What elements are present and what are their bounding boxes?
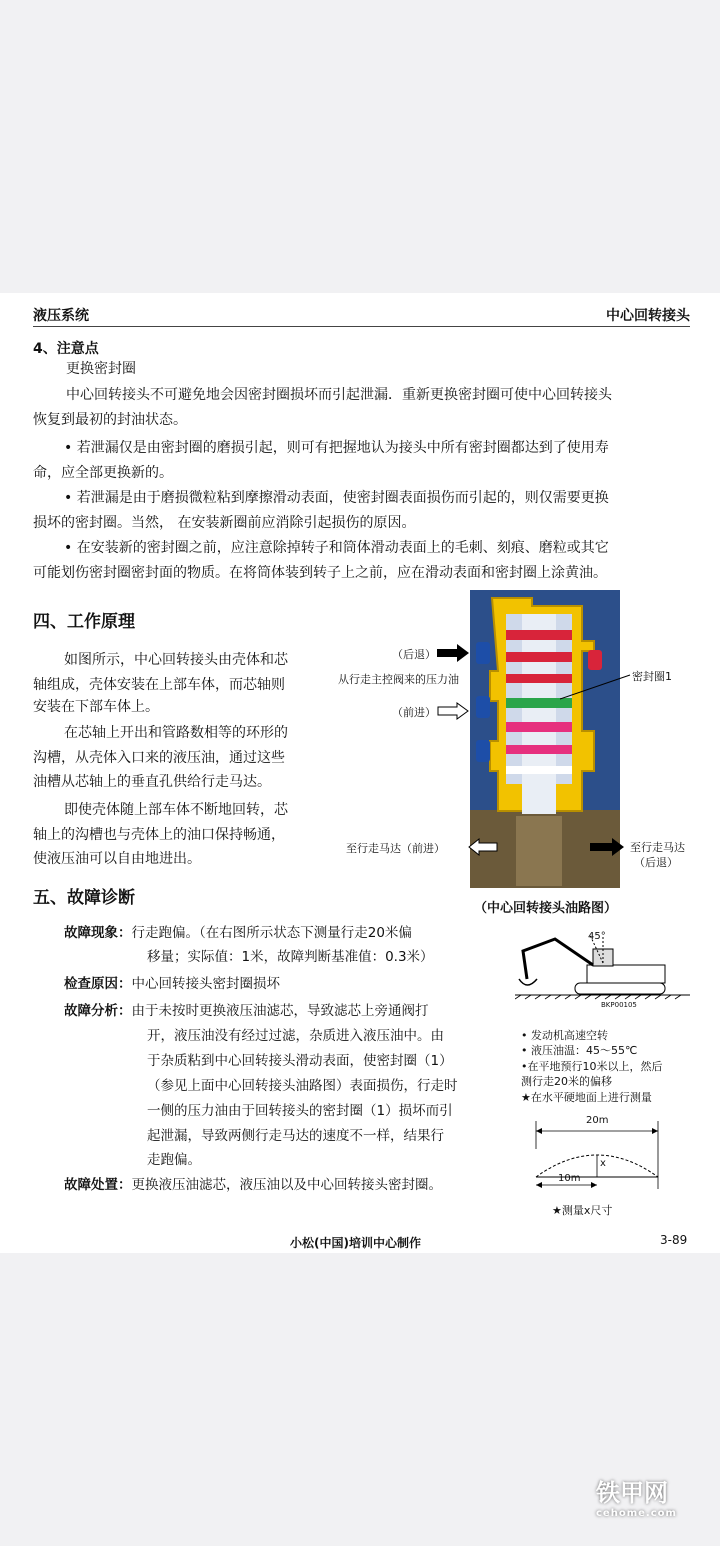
footer-center: 小松(中国)培训中心制作 [290, 1236, 421, 1250]
label-to-motor-back-2: （后退） [634, 856, 678, 869]
section4-line: 恢复到最初的封油状态。 [33, 412, 187, 428]
analysis-line: 一侧的压力油由于回转接头的密封圈（1）损坏而引 [147, 1103, 453, 1119]
section4-line: 命，应全部更换新的。 [33, 465, 173, 481]
page-number: 3-89 [660, 1233, 688, 1247]
analysis-line: 于杂质粘到中心回转接头滑动表面，使密封圈（1） [147, 1053, 453, 1069]
analysis-label: 故障分析： [64, 1003, 132, 1019]
analysis-line: 起泄漏，导致两侧行走马达的速度不一样，结果行 [147, 1128, 444, 1144]
symptom-text: 行走跑偏。（在右图所示状态下测量行走20米偏 [131, 925, 412, 941]
analysis-text: 由于未按时更换液压油滤芯，导致滤芯上旁通阀打 [131, 1003, 429, 1019]
note-item: 测行走20米的偏移 [521, 1075, 612, 1088]
label-seal-1: 密封圈1 [632, 670, 672, 683]
watermark-url: cehome.com [596, 1508, 677, 1519]
label-pressure-oil: 从行走主控阀来的压力油 [338, 673, 459, 686]
principle-line: 轴组成，壳体安装在上部车体，而芯轴则 [33, 677, 285, 693]
figure-code: BKP00105 [601, 1001, 637, 1009]
principle-line: 轴上的沟槽也与壳体上的油口保持畅通， [33, 827, 285, 843]
measurement-figure [532, 1119, 662, 1199]
section4-line: • 在安装新的密封圈之前，应注意除掉转子和筒体滑动表面上的毛刺、刻痕、磨粒或其它 [64, 540, 609, 556]
label-back: （后退） [392, 648, 436, 661]
watermark [596, 1478, 708, 1538]
arrow-right-filled-icon [437, 644, 469, 662]
section4-line: 中心回转接头不可避免地会因密封圈损坏而引起泄漏．重新更换密封圈可使中心回转接头 [66, 387, 612, 403]
note-item: • 液压油温：45～55℃ [521, 1044, 638, 1057]
symptom-label: 故障现象： [64, 925, 132, 941]
symptom-text-2: 移量；实际值：1米，故障判断基准值：0.3米） [147, 949, 434, 965]
label-to-motor-back: 至行走马达 [630, 841, 685, 854]
diagnosis-title: 五、故障诊断 [33, 888, 135, 908]
section4-title: 4、注意点 [33, 341, 99, 357]
arrow-right-filled-icon [590, 838, 624, 856]
section4-line: 损坏的密封圈。当然， 在安装新圈前应消除引起损伤的原因。 [33, 515, 416, 531]
dim-20m: 20m [586, 1115, 609, 1126]
note-item: •在平地预行10米以上，然后 [521, 1060, 663, 1073]
note-item: ★在水平硬地面上进行测量 [521, 1091, 652, 1104]
principle-line: 油槽从芯轴上的垂直孔供给行走马达。 [33, 774, 271, 790]
cause-row [64, 972, 280, 997]
figure-caption: （中心回转接头油路图） [474, 901, 618, 916]
principle-line: 安装在下部车体上。 [33, 699, 159, 715]
section4-line: • 若泄漏仅是由密封圈的磨损引起，则可有把握地认为接头中所有密封圈都达到了使用寿 [64, 440, 609, 456]
header-rule [33, 326, 690, 327]
section4-subtitle: 更换密封圈 [66, 361, 136, 377]
action-label: 故障处置： [64, 1177, 132, 1193]
angle-label: 45° [588, 931, 606, 942]
principle-line: 如图所示，中心回转接头由壳体和芯 [64, 652, 288, 668]
cause-label: 检查原因： [64, 976, 132, 992]
arrow-right-outline-icon [437, 702, 469, 720]
measure-caption: ★测量x尺寸 [552, 1204, 613, 1217]
note-item: • 发动机高速空转 [521, 1029, 608, 1042]
watermark-title: 铁甲网 [596, 1479, 668, 1507]
analysis-line: （参见上面中心回转接头油路图）表面损伤，行走时 [147, 1078, 458, 1094]
dim-x: x [600, 1158, 606, 1169]
dim-10m: 10m [558, 1173, 581, 1184]
header-left: 液压系统 [33, 308, 89, 324]
label-forward: （前进） [392, 706, 436, 719]
seal-leader-line [560, 671, 632, 701]
section4-line: 可能划伤密封圈密封面的物质。在将筒体装到转子上之前，应在滑动表面和密封圈上涂黄油。 [33, 565, 607, 581]
principle-line: 即使壳体随上部车体不断地回转，芯 [64, 802, 288, 818]
header-right: 中心回转接头 [606, 308, 690, 324]
analysis-row [64, 999, 429, 1024]
action-row [64, 1173, 442, 1198]
analysis-line: 走跑偏。 [147, 1152, 201, 1168]
principle-line: 使液压油可以自由地进出。 [33, 851, 201, 867]
principle-line: 沟槽，从壳体入口来的液压油，通过这些 [33, 750, 285, 766]
arrow-left-outline-icon [468, 838, 498, 856]
document-page [0, 293, 720, 1253]
cause-text: 中心回转接头密封圈损坏 [131, 976, 280, 992]
symptom-row [64, 921, 412, 946]
principle-line: 在芯轴上开出和管路数相等的环形的 [64, 725, 288, 741]
action-text: 更换液压油滤芯，液压油以及中心回转接头密封圈。 [131, 1177, 442, 1193]
principle-title: 四、工作原理 [33, 612, 135, 632]
section4-line: • 若泄漏是由于磨损微粒粘到摩擦滑动表面，使密封圈表面损伤而引起的，则仅需要更换 [64, 490, 609, 506]
label-to-motor-forward: 至行走马达（前进） [346, 842, 445, 855]
analysis-line: 开，液压油没有经过过滤，杂质进入液压油中。由 [147, 1028, 444, 1044]
